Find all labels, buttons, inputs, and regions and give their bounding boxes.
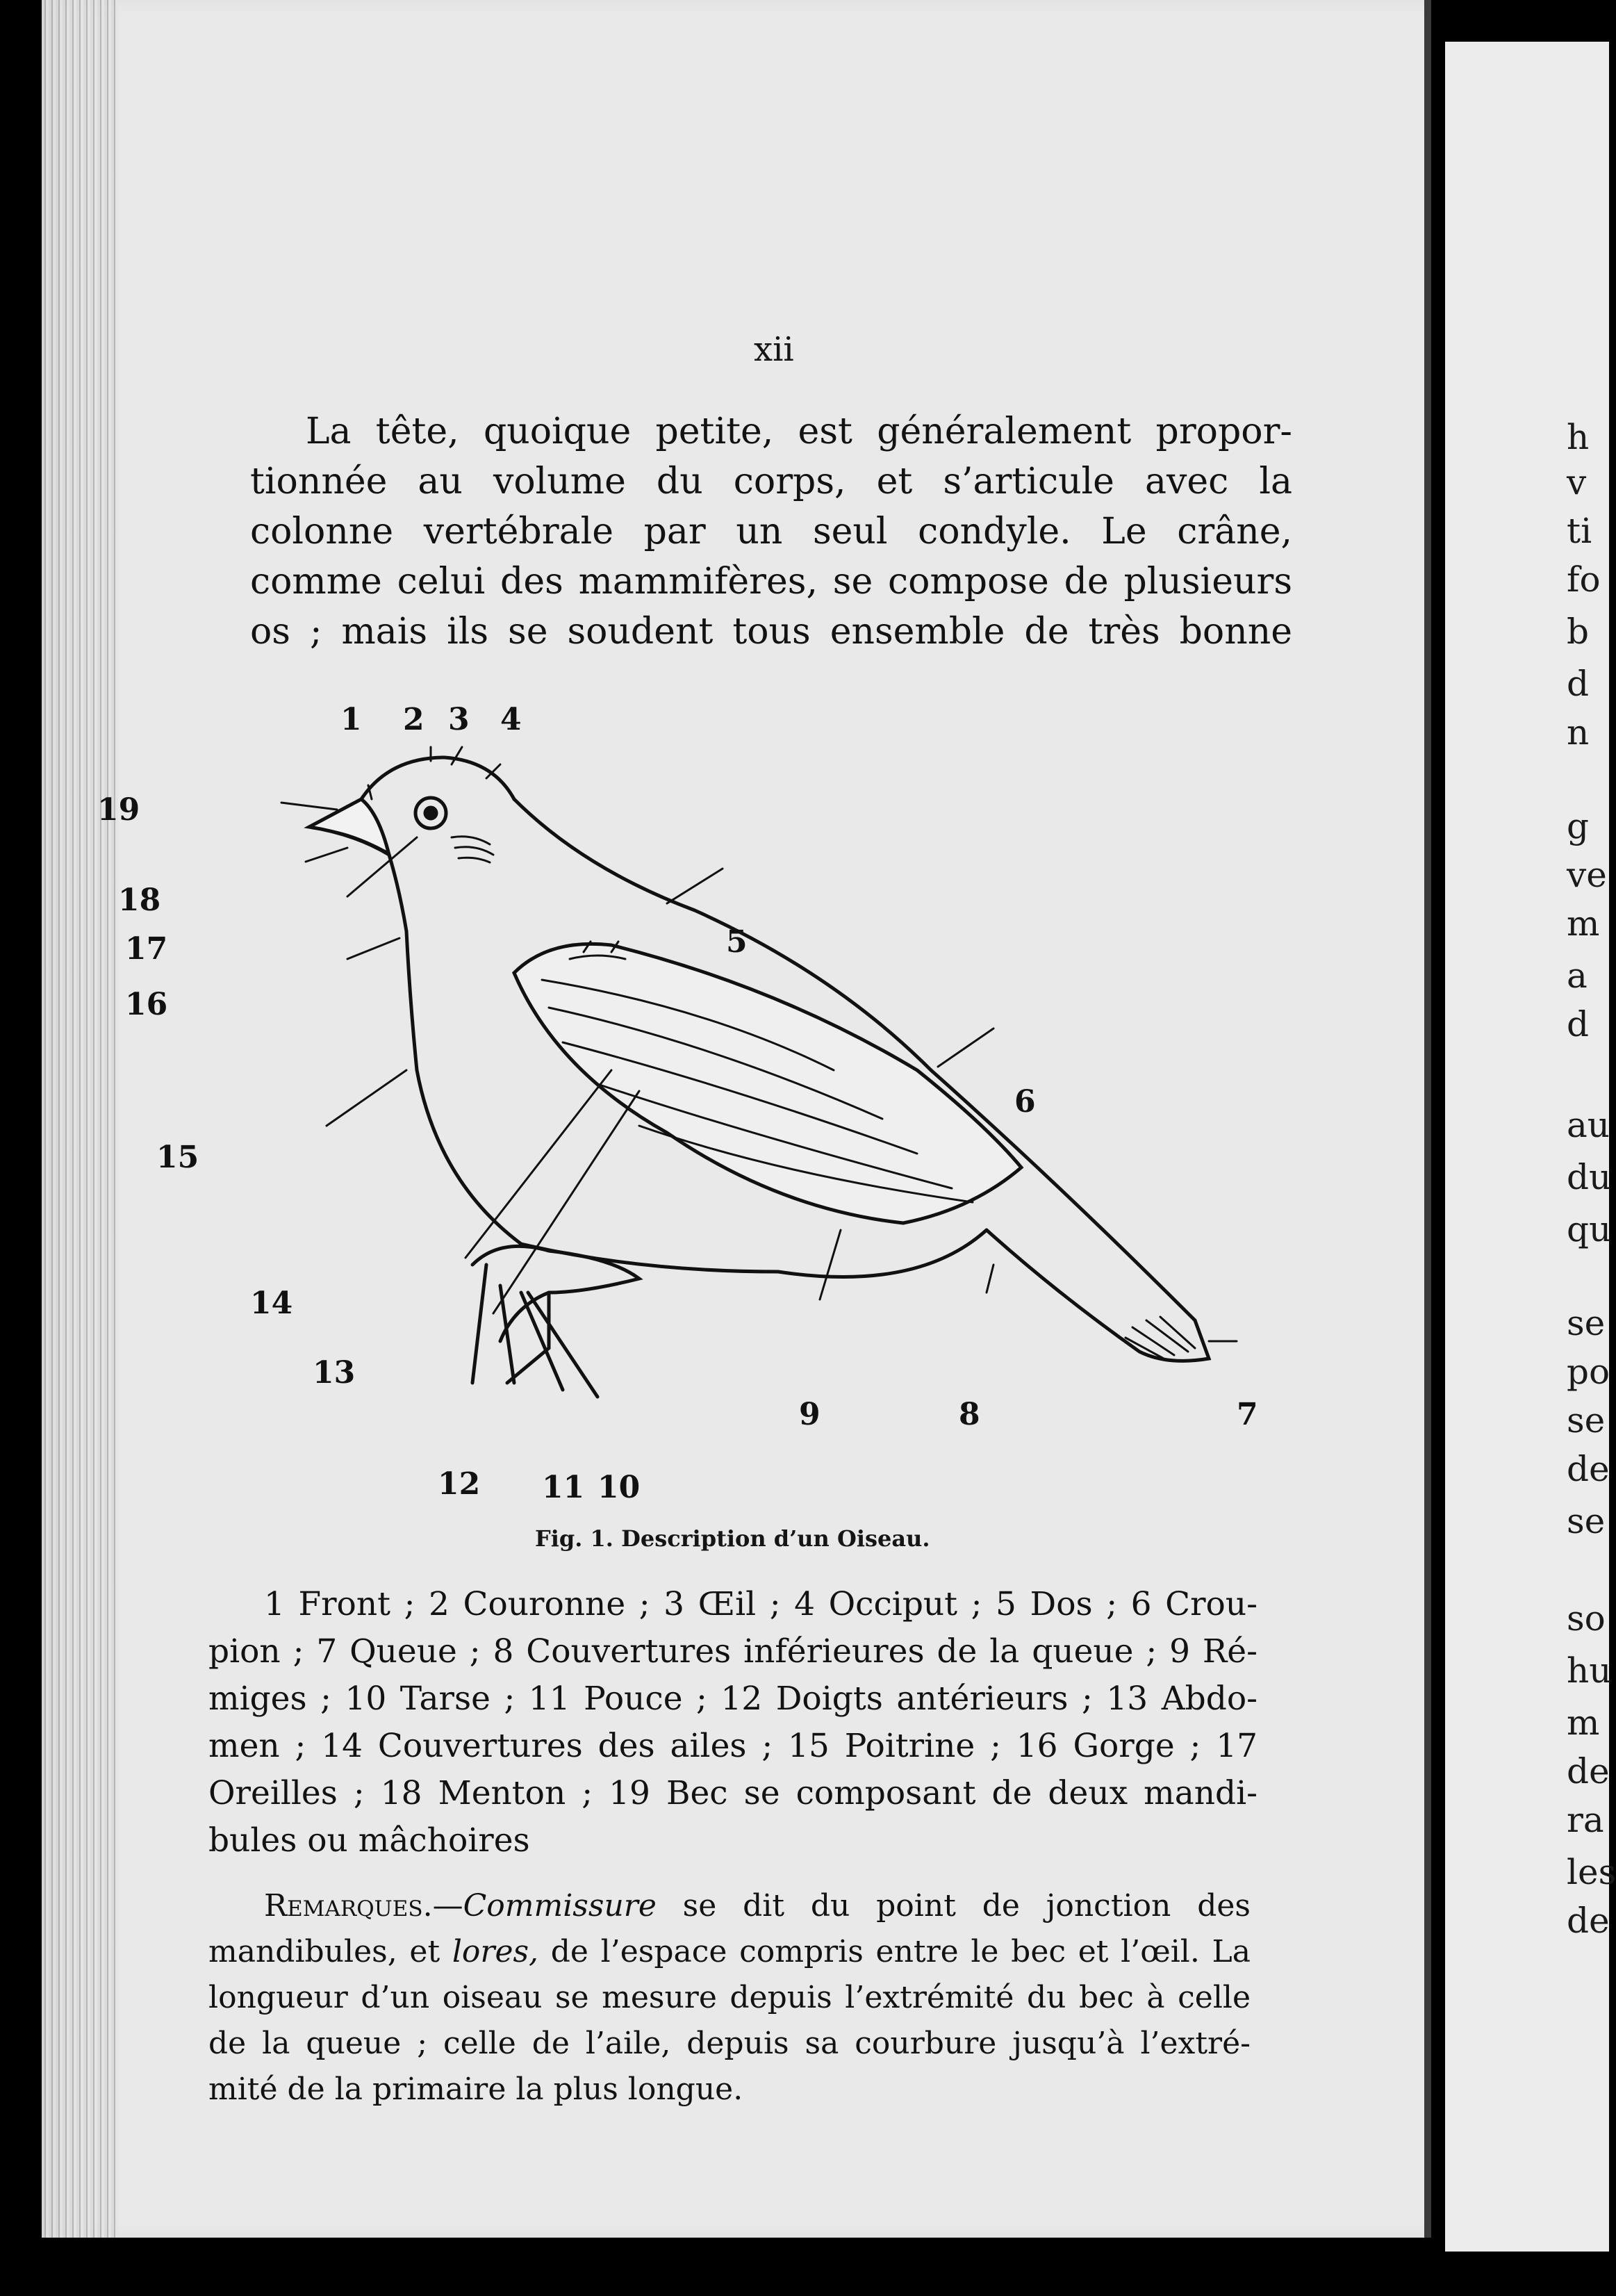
paragraph-line: os ; mais ils se soudent tous ensemble de très bonne bbox=[250, 611, 1292, 653]
label-13: 13 bbox=[313, 1355, 356, 1391]
adjacent-page-fragment: ra bbox=[1567, 1800, 1604, 1840]
label-19: 19 bbox=[97, 792, 140, 828]
label-3: 3 bbox=[448, 702, 470, 737]
bird-illustration bbox=[97, 681, 1292, 1505]
adjacent-page-fragment: qu bbox=[1567, 1209, 1612, 1249]
term-commissure: Commissure bbox=[463, 1888, 657, 1924]
figure-caption: Fig. 1. Description d’un Oiseau. bbox=[535, 1525, 930, 1552]
adjacent-page-fragment: ve bbox=[1567, 855, 1607, 895]
adjacent-page-fragment: de bbox=[1567, 1751, 1610, 1791]
legend-line: bules ou mâchoires bbox=[208, 1821, 530, 1860]
label-18: 18 bbox=[118, 883, 161, 918]
paragraph-line: comme celui des mammifères, se compose de plusieurs bbox=[250, 561, 1292, 602]
remarks-paragraph bbox=[208, 1883, 1251, 2113]
bird-figure bbox=[97, 681, 1292, 1505]
remarks-line: longueur d’un oiseau se mesure depuis l’extrémité du bec à celle bbox=[208, 1980, 1251, 2015]
adjacent-page-fragment: m bbox=[1567, 903, 1600, 944]
label-16: 16 bbox=[125, 987, 168, 1022]
adjacent-page-fragment: fo bbox=[1567, 559, 1601, 600]
adjacent-page-fragment: les bbox=[1567, 1852, 1616, 1892]
legend-line: men ; 14 Couvertures des ailes ; 15 Poitrine ; 16 Gorge ; 17 bbox=[208, 1727, 1258, 1765]
remarks-text: de l’espace compris entre le bec et l’œil. La bbox=[538, 1934, 1251, 1969]
adjacent-page-fragment: de bbox=[1567, 1901, 1610, 1941]
remarks-line: mité de la primaire la plus longue. bbox=[208, 2072, 743, 2107]
remarks-heading: Remarques.— bbox=[264, 1888, 463, 1924]
adjacent-page-fragment: se bbox=[1567, 1400, 1606, 1441]
adjacent-page-fragment: a bbox=[1567, 956, 1588, 996]
legend-line: Oreilles ; 18 Menton ; 19 Bec se composant de deux mandi- bbox=[208, 1774, 1258, 1812]
legend-line: 1 Front ; 2 Couronne ; 3 Œil ; 4 Occiput ; 5 Dos ; 6 Crou- bbox=[264, 1585, 1258, 1623]
adjacent-page-fragment: d bbox=[1567, 1004, 1590, 1044]
adjacent-page-fragment: h bbox=[1567, 417, 1590, 457]
adjacent-page-fragment: ti bbox=[1567, 511, 1592, 551]
remarks-line bbox=[208, 1883, 1251, 1929]
remarks-text: se dit du point de jonction des bbox=[656, 1888, 1251, 1924]
adjacent-page bbox=[1445, 42, 1616, 2252]
remarks-text: mandibules, et bbox=[208, 1934, 452, 1969]
label-15: 15 bbox=[156, 1140, 199, 1175]
label-10: 10 bbox=[597, 1470, 641, 1505]
adjacent-page-fragment: de bbox=[1567, 1449, 1610, 1489]
label-11: 11 bbox=[542, 1470, 585, 1505]
label-4: 4 bbox=[500, 702, 522, 737]
label-1: 1 bbox=[340, 702, 362, 737]
figure-legend bbox=[208, 1581, 1258, 1864]
adjacent-page-fragment: se bbox=[1567, 1303, 1606, 1343]
adjacent-page-fragment: m bbox=[1567, 1703, 1600, 1743]
label-12: 12 bbox=[438, 1466, 481, 1502]
page-edge-stack bbox=[42, 0, 118, 2238]
paragraph-line: tionnée au volume du corps, et s’articule avec la bbox=[250, 461, 1292, 502]
paragraph-line: La tête, quoique petite, est généralement propor- bbox=[306, 411, 1292, 452]
page-number: xii bbox=[754, 330, 794, 369]
remarks-line: de la queue ; celle de l’aile, depuis sa courbure jusqu’à l’extré- bbox=[208, 2026, 1251, 2061]
paragraph-line: colonne vertébrale par un seul condyle. Le crâne, bbox=[250, 511, 1292, 552]
label-7: 7 bbox=[1237, 1397, 1258, 1432]
label-2: 2 bbox=[403, 702, 424, 737]
label-17: 17 bbox=[125, 931, 168, 967]
adjacent-page-fragment: hu bbox=[1567, 1650, 1612, 1691]
adjacent-page-fragment: au bbox=[1567, 1105, 1610, 1145]
label-8: 8 bbox=[959, 1397, 980, 1432]
adjacent-page-fragment: po bbox=[1567, 1352, 1610, 1392]
label-5: 5 bbox=[726, 924, 748, 960]
adjacent-page-fragment: du bbox=[1567, 1157, 1612, 1197]
adjacent-page-fragment: d bbox=[1567, 664, 1590, 704]
body-paragraph bbox=[250, 407, 1292, 657]
label-6: 6 bbox=[1014, 1084, 1036, 1120]
adjacent-page-fragment: so bbox=[1567, 1598, 1606, 1639]
adjacent-page-fragment: b bbox=[1567, 612, 1590, 652]
legend-line: pion ; 7 Queue ; 8 Couvertures inférieures de la queue ; 9 Ré- bbox=[208, 1632, 1258, 1671]
legend-line: miges ; 10 Tarse ; 11 Pouce ; 12 Doigts antérieurs ; 13 Abdo- bbox=[208, 1680, 1258, 1718]
adjacent-page-fragment: n bbox=[1567, 712, 1590, 753]
label-14: 14 bbox=[250, 1286, 293, 1321]
adjacent-page-fragment: se bbox=[1567, 1501, 1606, 1541]
label-9: 9 bbox=[799, 1397, 821, 1432]
remarks-line bbox=[208, 1929, 1251, 1975]
adjacent-page-fragment: g bbox=[1567, 806, 1590, 846]
adjacent-page-fragment: v bbox=[1567, 462, 1587, 502]
term-lores: lores, bbox=[452, 1934, 539, 1969]
